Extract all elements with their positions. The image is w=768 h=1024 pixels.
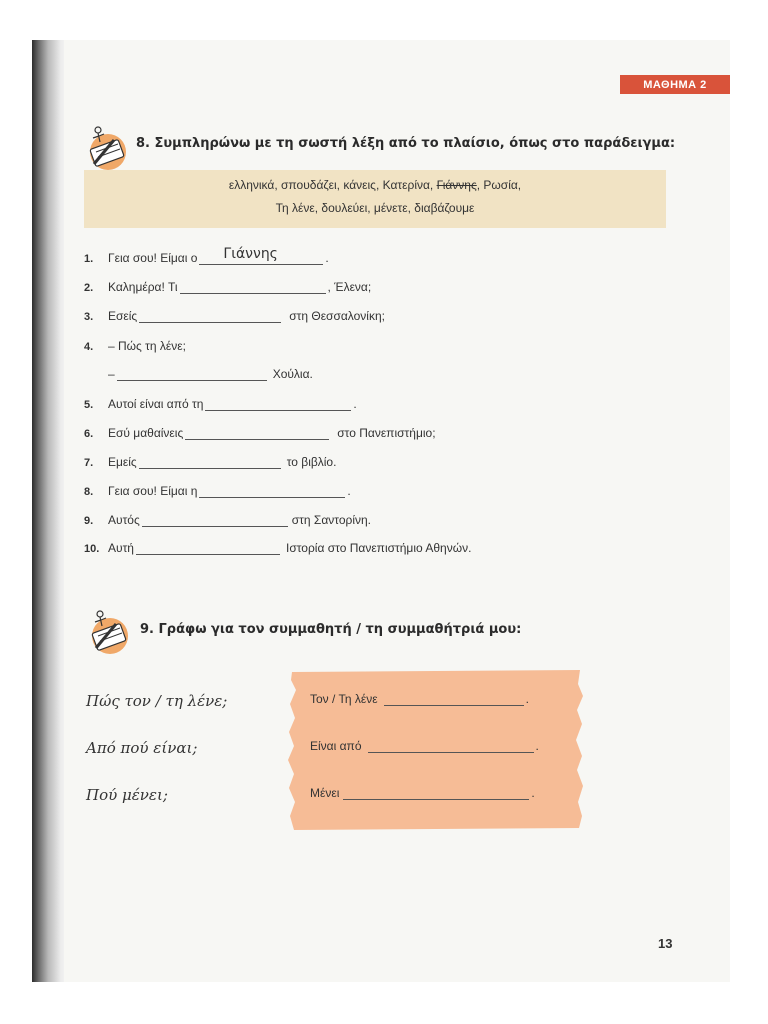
struck-example-word: Γιάννης [436, 178, 477, 192]
handwritten-answer: Γιάννης [223, 246, 278, 262]
word-box [84, 170, 666, 228]
exercise-item-5: 5. Αυτοί είναι από τη . [84, 397, 357, 411]
answer-blank[interactable] [368, 739, 534, 753]
answer-blank[interactable] [384, 692, 524, 706]
answer-blank[interactable] [139, 309, 281, 323]
exercise-item-4-answer: – Χούλια. [108, 367, 313, 381]
exercise-item-9: 9. Αυτός στη Σαντορίνη. [84, 513, 372, 527]
page-number: 13 [658, 936, 673, 951]
lesson-badge: ΜΑΘΗΜΑ 2 [620, 75, 730, 94]
answer-blank[interactable] [180, 280, 326, 294]
answer-blank[interactable] [199, 484, 345, 498]
exercise-8-title: 8. Συμπληρώνω με τη σωστή λέξη από το πλαίσιο, όπως στο παράδειγμα: [136, 136, 676, 151]
answer-blank[interactable] [185, 426, 329, 440]
answer-blank[interactable] [142, 513, 288, 527]
question-name: Πώς τον / τη λένε; [86, 692, 228, 710]
exercise-item-3: 3. Εσείς στη Θεσσαλονίκη; [84, 309, 385, 323]
note-line-origin: Είναι από . [310, 739, 539, 753]
word-box-line-2: Τη λένε, δουλεύει, μένετε, διαβάζουμε [275, 201, 475, 215]
answer-blank[interactable] [205, 397, 351, 411]
exercise-item-1: 1. Γεια σου! Είμαι ο Γιάννης . [84, 246, 329, 265]
answer-blank[interactable] [136, 541, 280, 555]
answer-blank[interactable] [343, 786, 529, 800]
exercise-item-4: 4. – Πώς τη λένε; [84, 339, 186, 353]
word-box-line-1: ελληνικά, σπουδάζει, κάνεις, Κατερίνα, Γιάννης, Ρωσία, [228, 178, 522, 192]
exercise-9-title: 9. Γράφω για τον συμμαθητή / τη συμμαθήτριά μου: [140, 622, 522, 637]
writing-activity-icon [82, 122, 132, 172]
exercise-item-10: 10. Αυτή Ιστορία στο Πανεπιστήμιο Αθηνών. [84, 541, 472, 555]
exercise-item-7: 7. Εμείς το βιβλίο. [84, 455, 337, 469]
answer-blank[interactable] [117, 367, 267, 381]
exercise-item-6: 6. Εσύ μαθαίνεις στο Πανεπιστήμιο; [84, 426, 436, 440]
answer-blank[interactable] [139, 455, 281, 469]
question-origin: Από πού είναι; [86, 739, 198, 757]
exercise-item-2: 2. Καλημέρα! Τι , Έλενα; [84, 280, 372, 294]
exercise-item-8: 8. Γεια σου! Είμαι η . [84, 484, 351, 498]
note-line-residence: Μένει . [310, 786, 535, 800]
scan-binding-shadow [32, 40, 68, 982]
writing-activity-icon [84, 606, 134, 656]
note-line-name: Τον / Τη λένε . [310, 692, 529, 706]
question-residence: Πού μένει; [86, 786, 168, 804]
